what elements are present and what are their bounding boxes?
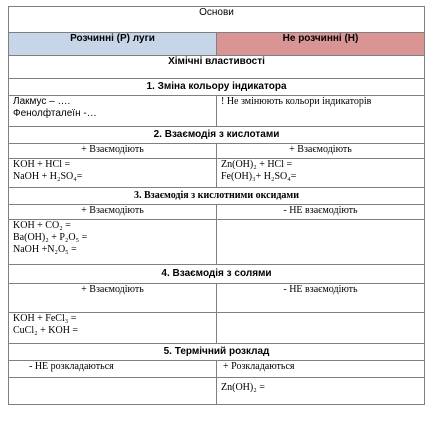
section-3-left-head: + Взаємодіють [9, 205, 217, 220]
section-4-title: 4. Взаємодія з солями [9, 265, 425, 284]
section-5-left-head: - НЕ розкладаються [9, 361, 217, 378]
properties-header: Хімічні властивості [9, 56, 425, 79]
equation: NaOH + H₂SO₄= [13, 171, 83, 182]
equation: Ba(OH)₂ + P₂O₅ = [13, 232, 88, 243]
section-4-right-head: - НЕ взаємодіють [217, 284, 425, 313]
equation: Zn(OH)₂ = [221, 382, 265, 393]
equation: Fe(OH)₃+ H₂SO₄= [221, 171, 297, 182]
insoluble-column-header: Не розчинні (Н) [217, 33, 425, 56]
equation: NaOH +N₂O₅ = [13, 244, 77, 255]
section-5-title: 5. Термічний розклад [9, 344, 425, 361]
section-5-right-head: + Розкладаються [217, 361, 425, 378]
section-3-left [9, 220, 217, 265]
section-4-left [9, 313, 217, 344]
indicator-note: ! Не змінюють кольори індикаторів [221, 96, 372, 107]
indicator-phenolphthalein: Фенолфталеїн -… [13, 108, 97, 119]
equation: KOH + CO₂ = [13, 220, 71, 231]
section-3-title: 3. Взаємодія з кислотними оксидами [9, 188, 425, 205]
section-1-left [9, 96, 217, 127]
indicator-litmus: Лакмус – …. [13, 96, 71, 107]
section-4-left-head: + Взаємодіють [9, 284, 217, 313]
section-4-right [217, 313, 425, 344]
equation: KOH + HCl = [13, 159, 71, 170]
section-3-right [217, 220, 425, 265]
equation: Zn(OH)₂ + HCl = [221, 159, 293, 170]
section-2-right-head: + Взаємодіють [217, 144, 425, 159]
section-5-right [217, 378, 425, 405]
section-2-left-head: + Взаємодіють [9, 144, 217, 159]
section-1-title: 1. Зміна кольору індикатора [9, 79, 425, 96]
section-2-right [217, 159, 425, 188]
section-2-left [9, 159, 217, 188]
soluble-column-header: Розчинні (Р) луги [9, 33, 217, 56]
table-title: Основи [9, 7, 425, 33]
section-5-left [9, 378, 217, 405]
section-1-right [217, 96, 425, 127]
equation: CuCl₂ + KOH = [13, 325, 79, 336]
bases-table [8, 6, 425, 405]
section-3-right-head: - НЕ взаємодіють [217, 205, 425, 220]
section-2-title: 2. Взаємодія з кислотами [9, 127, 425, 144]
equation: KOH + FeCl₃ = [13, 313, 77, 324]
